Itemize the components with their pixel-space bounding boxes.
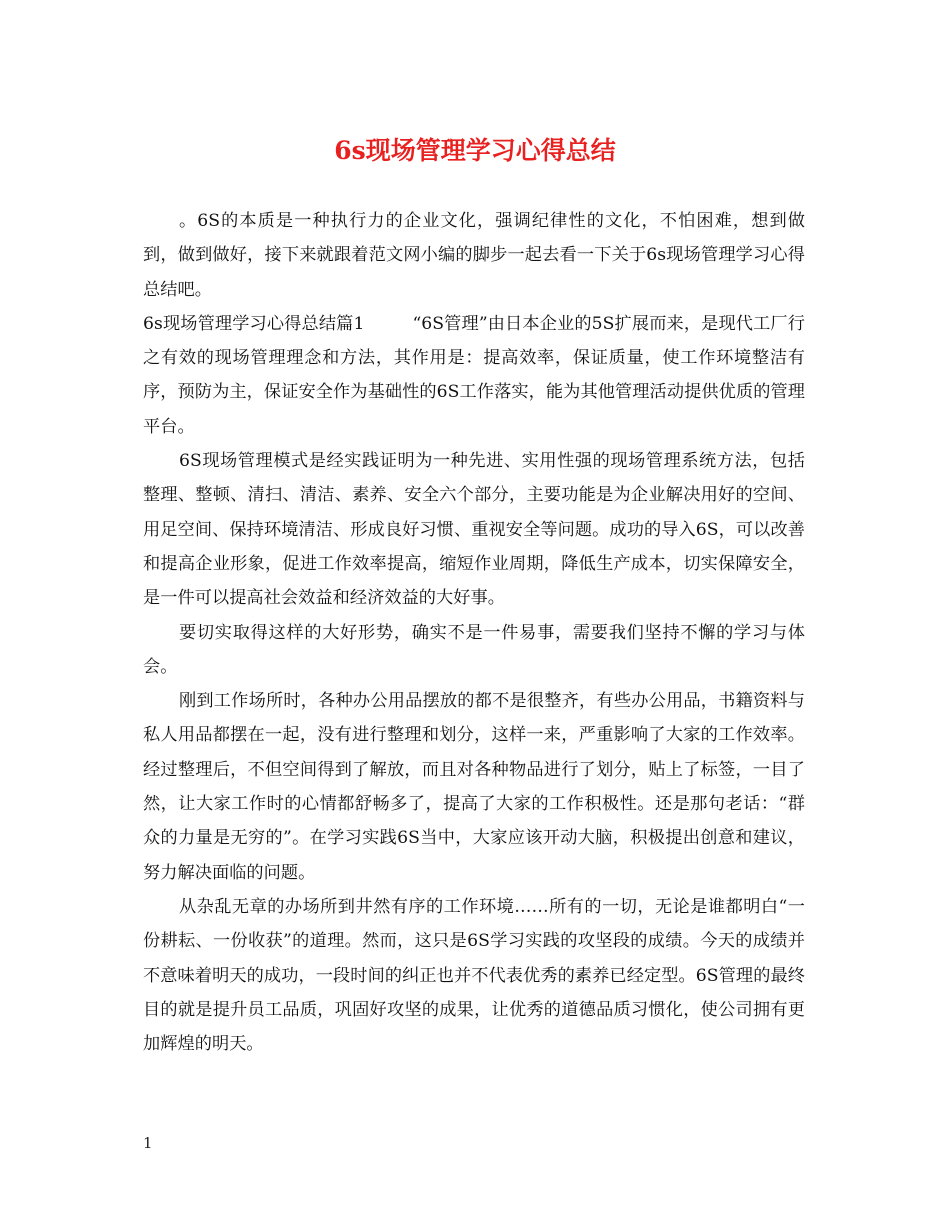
document-title: 6s现场管理学习心得总结 bbox=[334, 136, 616, 165]
section-heading: 6s现场管理学习心得总结篇1 bbox=[143, 313, 365, 334]
body-paragraph-4: 从杂乱无章的办场所到井然有序的工作环境……所有的一切，无论是谁都明白“一份耕耘、一份收获”的道理。然而，这只是6S学习实践的攻坚段的成绩。今天的成绩并不意味着明天的成功，一段时间的纠正也并不代表优秀的素养已经定型。6S管理的最终目的就是提升员工品质，巩固好攻坚的成果，让优秀的道德品质习惯化，使公司拥有更加辉煌的明天。 bbox=[143, 896, 805, 1055]
page-number: 1 bbox=[143, 1134, 153, 1152]
intro-paragraph: 。6S的本质是一种执行力的企业文化，强调纪律性的文化，不怕困难，想到做到，做到做好，接下来就跟着范文网小编的脚步一起去看一下关于6s现场管理学习心得总结吧。 bbox=[143, 211, 805, 300]
body-paragraph-1: 6S现场管理模式是经实践证明为一种先进、实用性强的现场管理系统方法，包括整理、整顿、清扫、清洁、素养、安全六个部分，主要功能是为企业解决用好的空间、用足空间、保持环境清洁、形成良好习惯、重视安全等问题。成功的导入6S，可以改善和提高企业形象，促进工作效率提高，缩短作业周期，降低生产成本，切实保障安全，是一件可以提高社会效益和经济效益的大好事。 bbox=[143, 451, 805, 609]
body-paragraph-2: 要切实取得这样的大好形势，确实不是一件易事，需要我们坚持不懈的学习与体会。 bbox=[143, 622, 805, 677]
document-body bbox=[143, 204, 805, 1061]
body-paragraph-3: 刚到工作场所时，各种办公用品摆放的都不是很整齐，有些办公用品，书籍资料与私人用品都摆在一起，没有进行整理和划分，这样一来，严重影响了大家的工作效率。经过整理后，不但空间得到了解放，而且对各种物品进行了划分，贴上了标签，一目了然，让大家工作时的心情都舒畅多了，提高了大家的工作积极性。还是那句老话：“群众的力量是无穷的”。在学习实践6S当中，大家应该开动大脑，积极提出创意和建议，努力解决面临的问题。 bbox=[143, 691, 805, 883]
section-paragraph bbox=[143, 307, 805, 444]
section-first-paragraph: “6S管理”由日本企业的5S扩展而来，是现代工厂行之有效的现场管理理念和方法，其作用是：提高效率，保证质量，使工作环境整洁有序，预防为主，保证安全作为基础性的6S工作落实，能为其他管理活动提供优质的管理平台。 bbox=[143, 313, 805, 437]
